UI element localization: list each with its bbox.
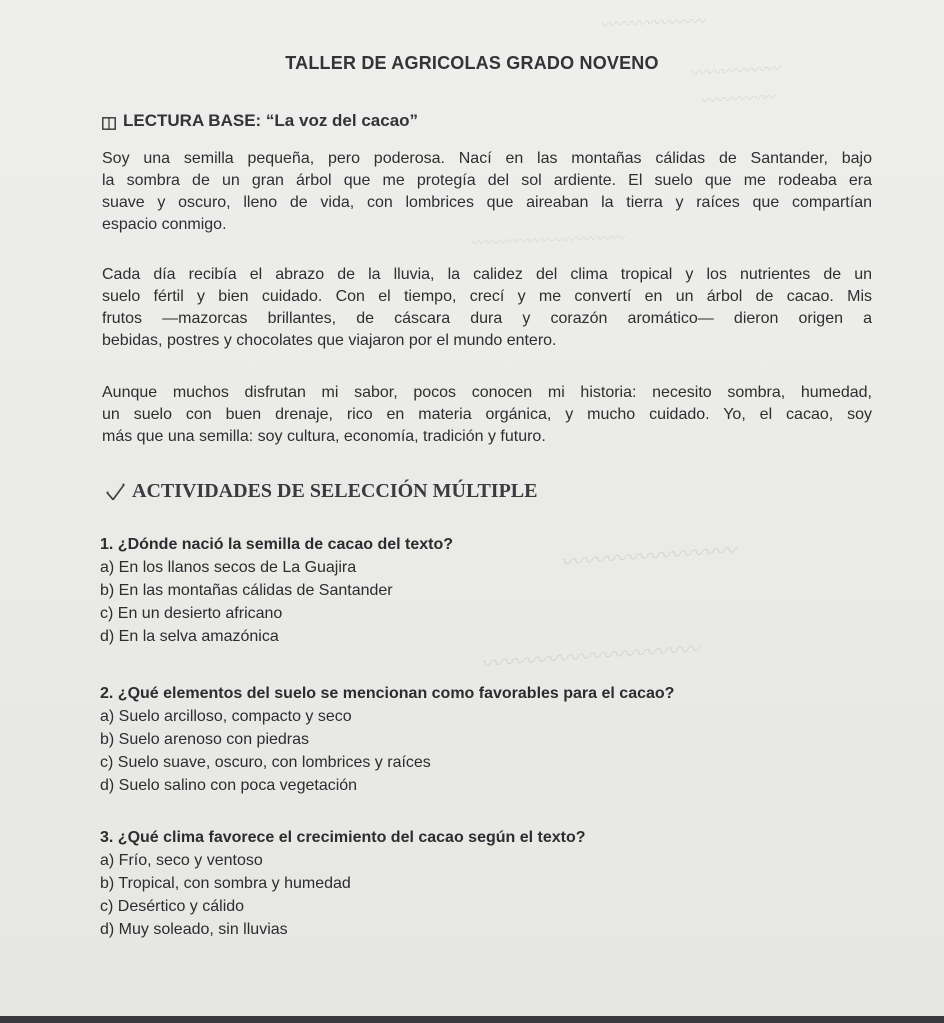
paragraph-line: bebidas, postres y chocolates que viajaron por el mundo entero. <box>102 332 557 349</box>
paragraph-line: suave y oscuro, lleno de vida, con lombrices que aireaban la tierra y raíces que compartían <box>102 194 872 211</box>
answer-option-b: b) Suelo arenoso con piedras <box>100 731 310 748</box>
paragraph-line: Aunque muchos disfrutan mi sabor, pocos conocen mi historia: necesito sombra, humedad, <box>102 384 872 401</box>
answer-option-c: c) Suelo suave, oscuro, con lombrices y raíces <box>100 754 431 771</box>
page-title: TALLER DE AGRICOLAS GRADO NOVENO <box>285 53 659 73</box>
show-through-ghost: 〰〰〰〰〰 <box>699 88 776 110</box>
paragraph-line: Cada día recibía el abrazo de la lluvia, la calidez del clima tropical y los nutrientes de un <box>102 266 872 283</box>
question-text: 1. ¿Dónde nació la semilla de cacao del texto? <box>100 536 453 553</box>
answer-option-a: a) Suelo arcilloso, compacto y seco <box>100 708 352 725</box>
answer-option-d: d) En la selva amazónica <box>100 628 279 645</box>
paragraph-line: Soy una semilla pequeña, pero poderosa. Nací en las montañas cálidas de Santander, bajo <box>102 150 872 167</box>
show-through-ghost: 〰〰〰〰〰〰〰〰 <box>559 538 737 577</box>
paragraph-line: un suelo con buen drenaje, rico en materia orgánica, y mucho cuidado. Yo, el cacao, soy <box>102 406 872 423</box>
answer-option-c: c) En un desierto africano <box>100 605 283 622</box>
show-through-ghost: 〰〰〰〰〰〰〰〰〰〰〰 <box>469 230 625 252</box>
answer-option-b: b) En las montañas cálidas de Santander <box>100 582 393 599</box>
reading-paragraph-3 <box>102 382 872 448</box>
paragraph-line: frutos —mazorcas brillantes, de cáscara dura y corazón aromático— dieron origen a <box>102 310 872 327</box>
answer-option-b: b) Tropical, con sombra y humedad <box>100 875 351 892</box>
paragraph-line: más que una semilla: soy cultura, economía, tradición y futuro. <box>102 428 546 445</box>
show-through-ghost: 〰〰〰〰〰〰〰 <box>599 12 706 34</box>
check-icon <box>104 481 126 503</box>
question-1 <box>100 533 453 648</box>
question-2 <box>100 682 674 797</box>
answer-option-a: a) En los llanos secos de La Guajira <box>100 559 357 576</box>
reading-heading <box>102 111 418 131</box>
paragraph-line: la sombra de un gran árbol que me protegía del sol ardiente. El suelo que me rodeaba era <box>102 172 872 189</box>
paragraph-line: suelo fértil y bien cuidado. Con el tiempo, crecí y me convertí en un árbol de cacao. Mis <box>102 288 872 305</box>
activities-heading-text: ACTIVIDADES DE SELECCIÓN MÚLTIPLE <box>132 480 538 502</box>
answer-option-c: c) Desértico y cálido <box>100 898 245 915</box>
question-3 <box>100 826 586 941</box>
reading-paragraph-2 <box>102 264 872 352</box>
book-icon <box>102 115 116 128</box>
reading-heading-text: LECTURA BASE: “La voz del cacao” <box>123 111 419 130</box>
paragraph-line: espacio conmigo. <box>102 216 227 233</box>
reading-paragraph-1 <box>102 148 872 236</box>
show-through-ghost: 〰〰〰〰〰〰〰〰〰〰 <box>479 637 701 678</box>
answer-option-a: a) Frío, seco y ventoso <box>100 852 263 869</box>
show-through-ghost: 〰〰〰〰〰〰 <box>689 59 781 83</box>
activities-heading <box>104 480 537 503</box>
question-text: 3. ¿Qué clima favorece el crecimiento del cacao según el texto? <box>100 829 586 846</box>
answer-option-d: d) Muy soleado, sin lluvias <box>100 921 288 938</box>
page-bottom-edge <box>0 1016 944 1023</box>
answer-option-d: d) Suelo salino con poca vegetación <box>100 777 358 794</box>
question-text: 2. ¿Qué elementos del suelo se mencionan como favorables para el cacao? <box>100 685 675 702</box>
